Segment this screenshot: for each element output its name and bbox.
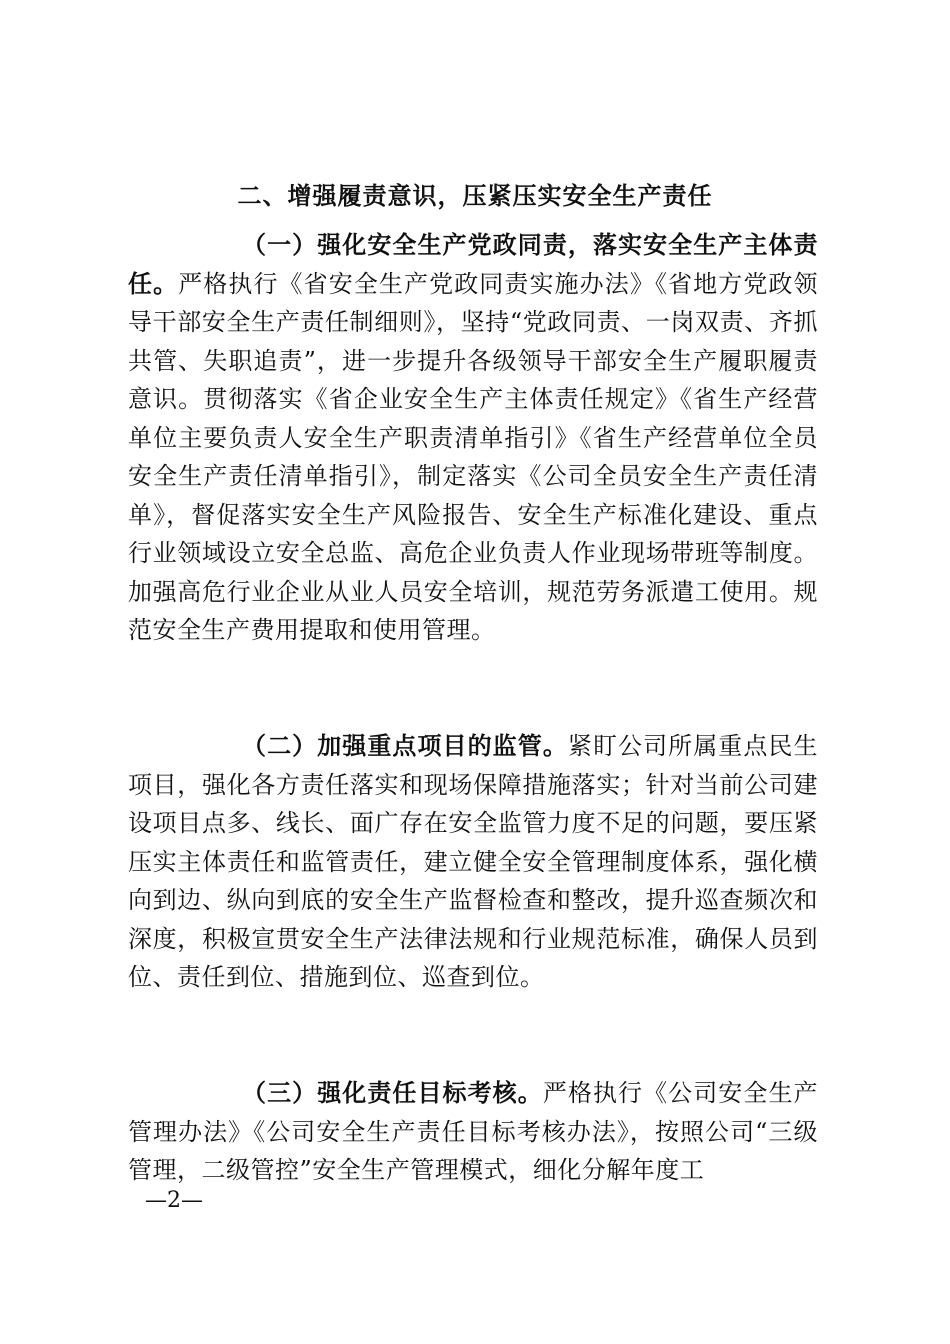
paragraph-1-body: 严格执行《省安全生产党政同责实施办法》《省地方党政领导干部安全生产责任制细则》，坚持“党政同责、一岗双责、齐抓共管、失职追责”，进一步提升各级领导干部安全生产履职履责意识。贯彻落实《省企业安全生产主体责任规定》《省生产经营单位主要负责人安全生产职责清单指引》《省生产经营单位全员安全生产责任清单指引》，制定落实《公司全员安全生产责任清单》，督促落实安全生产风险报告、安全生产标准化建设、重点行业领域设立安全总监、高危企业负责人作业现场带班等制度。加强高危行业企业从业人员安全培训，规范劳务派遣工使用。规范安全生产费用提取和使用管理。 xyxy=(128,269,819,644)
paragraph-3-body: 严格执行《公司安全生产管理办法》《公司安全生产责任目标考核办法》，按照公司“三级管理，二级管控”安全生产管理模式，细化分解年度工 xyxy=(128,1079,819,1184)
paragraph-2-lead: （二）加强重点项目的监管。 xyxy=(242,732,568,760)
paragraph-3 xyxy=(128,1074,818,1190)
paragraph-1 xyxy=(128,226,818,650)
section-heading: 二、增强履责意识，压紧压实安全生产责任 xyxy=(237,182,713,210)
paragraph-2-body: 紧盯公司所属重点民生项目，强化各方责任落实和现场保障措施落实；针对当前公司建设项目点多、线长、面广存在安全监管力度不足的问题，要压紧压实主体责任和监管责任，建立健全安全管理制度体系，强化横向到边、纵向到底的安全生产监督检查和整改，提升巡查频次和深度，积极宣贯安全生产法律法规和行业规范标准，确保人员到位、责任到位、措施到位、巡查到位。 xyxy=(128,732,819,991)
paragraph-2 xyxy=(128,727,818,997)
paragraph-3-lead: （三）强化责任目标考核。 xyxy=(242,1079,543,1107)
page-number: —2— xyxy=(145,1188,203,1213)
paragraph-1-lead: （一）强化安全生产党政同责，落实安全生产主体责任。 xyxy=(128,231,818,298)
